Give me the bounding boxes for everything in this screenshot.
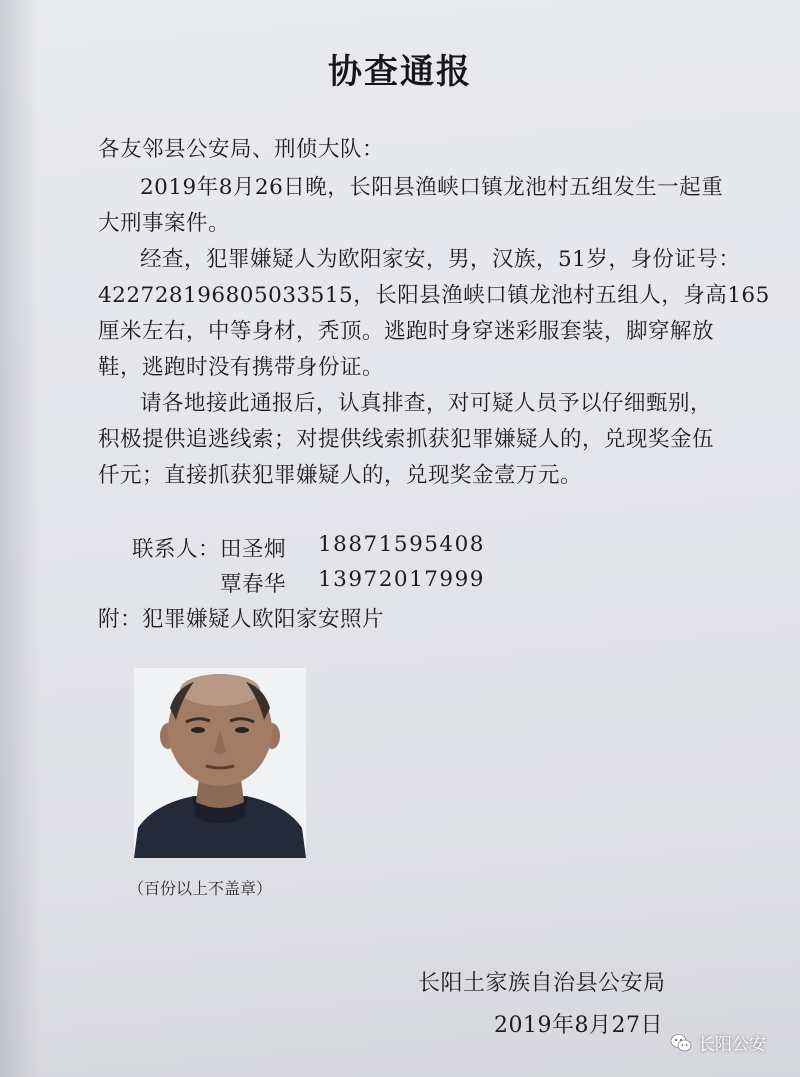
paragraph-3-line-1: 请各地接此通报后，认真排查，对可疑人员予以仔细甄别，	[140, 391, 713, 416]
contact-label: 联系人：	[132, 537, 221, 562]
contact-name-2: 覃春华	[220, 572, 287, 597]
paragraph-1-line-2: 大刑事案件。	[98, 211, 231, 236]
issuer-name: 长阳土家族自治县公安局	[418, 971, 666, 996]
paragraph-2-line-4: 鞋，逃跑时没有携带身份证。	[98, 355, 385, 380]
attachment-note: 附：犯罪嫌疑人欧阳家安照片	[98, 607, 385, 632]
contact-phone-2: 13972017999	[318, 567, 485, 592]
contact-phone-1: 18871595408	[318, 532, 485, 557]
paragraph-2-line-3: 厘米左右，中等身材，秃顶。逃跑时身穿迷彩服套装，脚穿解放	[98, 319, 715, 344]
wechat-account-name: 长阳公安	[698, 1035, 766, 1055]
wechat-watermark	[670, 1030, 766, 1055]
page-shadow	[0, 0, 40, 1077]
wechat-icon	[670, 1033, 692, 1053]
document-title: 协查通报	[328, 52, 472, 92]
paragraph-3-line-3: 仟元；直接抓获犯罪嫌疑人的，兑现奖金壹万元。	[98, 463, 583, 488]
paragraph-3-line-2: 积极提供追逃线索；对提供线索抓获犯罪嫌疑人的，兑现奖金伍	[98, 427, 715, 452]
paragraph-1-line-1: 2019年8月26日晚，长阳县渔峡口镇龙池村五组发生一起重	[140, 175, 724, 200]
contact-name-1: 田圣炯	[220, 537, 287, 562]
suspect-photo	[134, 668, 306, 858]
issue-date: 2019年8月27日	[494, 1013, 663, 1038]
salutation: 各友邻县公安局、刑侦大队：	[98, 137, 385, 162]
paragraph-2-line-2: 422728196805033515，长阳县渔峡口镇龙池村五组人，身高165	[98, 283, 770, 308]
paragraph-2-line-1: 经查，犯罪嫌疑人为欧阳家安，男，汉族，51岁，身份证号：	[140, 247, 741, 272]
photo-caption: （百份以上不盖章）	[128, 879, 273, 898]
